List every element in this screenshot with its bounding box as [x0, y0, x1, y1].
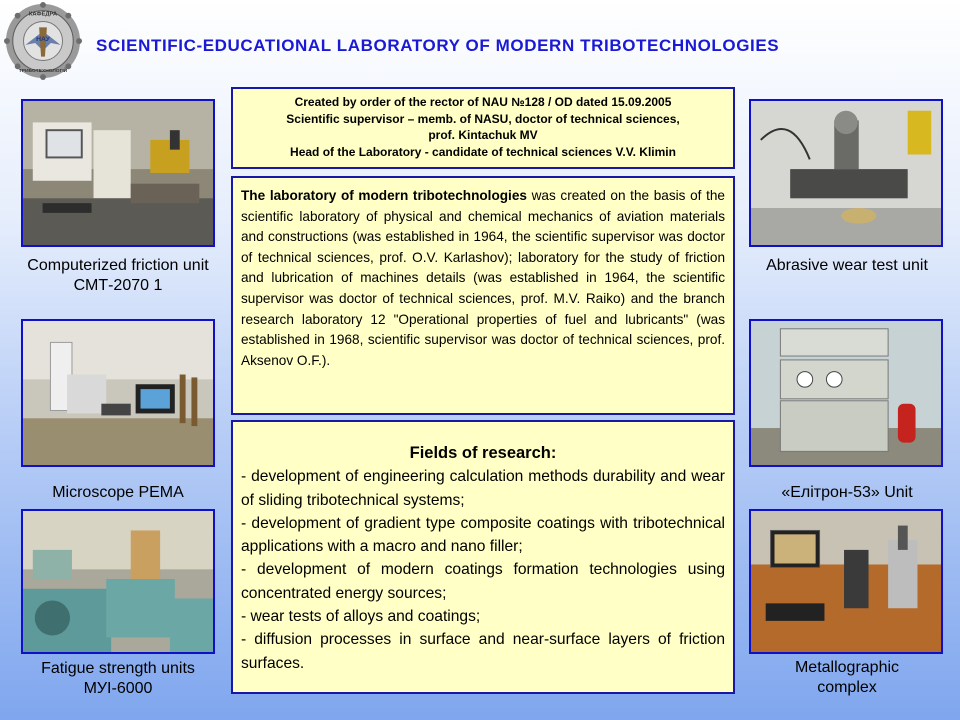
- description-text: was created on the basis of the scientific laboratory of physical and chemical mechanics of aviation materials and constructions (was established in 1964, the scientific supervisor was doctor of technical sciences, prof. O.V. Karlashov); laboratory for the study of friction and lubrication of machines details (was established in 1964, the scientific supervisor was doctor of technical sciences, prof. M.V. Raiko) and the branch research laboratory 12 "Operational properties of fuel and lubricants" (was established in 1968, scientific supervisor was doctor of technical sciences, prof. Aksenov O.F.).: [241, 188, 725, 368]
- fields-of-research-box: [231, 420, 735, 694]
- caption-line: Fatigue strength units: [41, 660, 195, 677]
- caption-line: Abrasive wear test unit: [766, 257, 928, 274]
- field-item: - development of modern coatings formation technologies using concentrated energy sources;: [241, 561, 725, 602]
- svg-text:КАФЕДРА: КАФЕДРА: [28, 11, 58, 18]
- caption-line: Microscope РЕМА: [52, 484, 184, 501]
- photo-elitron: [749, 319, 943, 467]
- description-box: [231, 176, 735, 415]
- caption-friction-unit: [10, 256, 226, 296]
- caption-line: Metallographic: [794, 659, 900, 676]
- caption-line: «Елітрон-53» Unit: [781, 484, 913, 501]
- info-line: Created by order of the rector of NAU №128 / OD dated 15.09.2005: [294, 95, 672, 109]
- description-intro: The laboratory of modern tribotechnologies: [241, 188, 527, 203]
- info-box: [231, 87, 735, 169]
- info-line: Scientific supervisor – memb. of NASU, doctor of technical sciences,: [286, 111, 680, 126]
- info-line: Head of the Laboratory - candidate of technical sciences V.V. Klimin: [290, 144, 676, 159]
- caption-metallographic: [742, 658, 952, 698]
- caption-line: МУІ-6000: [83, 680, 153, 697]
- caption-abrasive: [742, 256, 952, 276]
- field-item: - development of gradient type composite coatings with tribotechnical applications with a macro and nano filler;: [241, 514, 725, 556]
- photo-microscope: [21, 319, 215, 467]
- field-item: - development of engineering calculation methods durability and wear of sliding tribotechnical systems;: [241, 468, 725, 509]
- caption-elitron: [742, 483, 952, 503]
- photo-friction-unit: [21, 99, 215, 247]
- field-item: - diffusion processes in surface and near-surface layers of friction surfaces.: [241, 631, 725, 672]
- info-line: prof. Kintachuk MV: [428, 128, 538, 142]
- photo-fatigue: [21, 509, 215, 654]
- caption-fatigue: [10, 659, 226, 699]
- caption-microscope: [10, 483, 226, 503]
- page-title: SCIENTIFIC-EDUCATIONAL LABORATORY OF MODERN TRIBOTECHNOLOGIES: [96, 36, 780, 55]
- caption-line: Computerized friction unit: [27, 257, 209, 274]
- caption-line: complex: [817, 679, 877, 696]
- fields-heading: Fields of research:: [409, 444, 557, 462]
- department-logo: [4, 2, 82, 80]
- photo-abrasive: [749, 99, 943, 247]
- field-item: - wear tests of alloys and coatings;: [241, 608, 481, 626]
- svg-text:ТРИБОТЕХНОЛОГІЙ: ТРИБОТЕХНОЛОГІЙ: [18, 69, 68, 75]
- svg-text:НАУ: НАУ: [36, 35, 50, 43]
- caption-line: СМТ-2070 1: [73, 277, 163, 294]
- photo-metallographic: [749, 509, 943, 654]
